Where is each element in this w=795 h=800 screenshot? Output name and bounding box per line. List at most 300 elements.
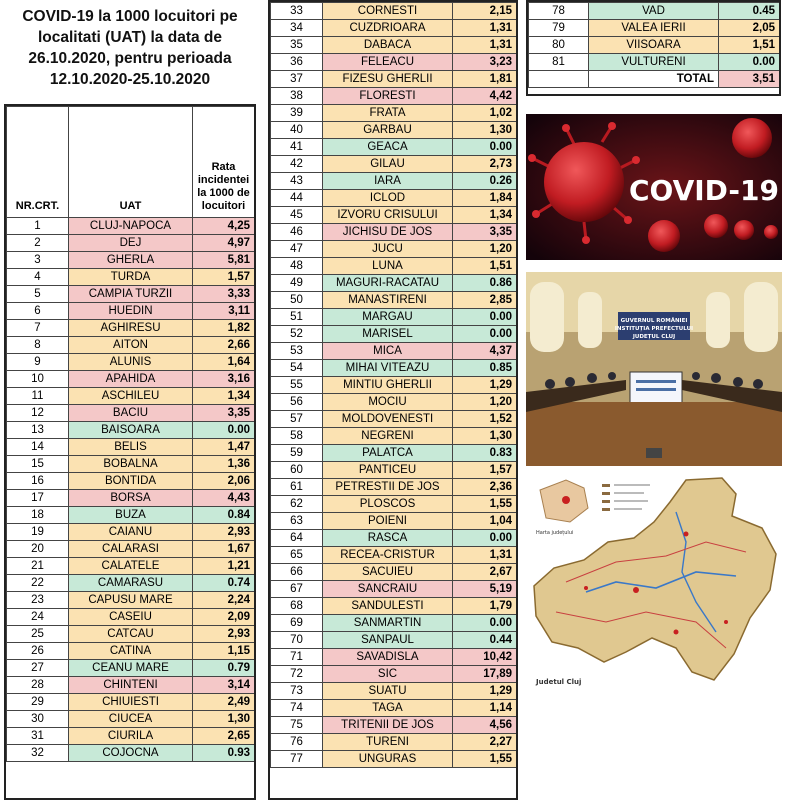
incidence-rate: 2,49: [193, 694, 255, 711]
total-label: TOTAL: [589, 71, 719, 88]
header-nr: NR.CRT.: [7, 107, 69, 218]
prefecture-meeting-room-photo: [526, 272, 782, 466]
incidence-rate: 3,14: [193, 677, 255, 694]
table-body-1: [7, 218, 255, 762]
incidence-rate: 2,93: [193, 626, 255, 643]
incidence-rate: 1,15: [193, 643, 255, 660]
table-row: [271, 547, 517, 564]
uat-name: BONTIDA: [69, 473, 193, 490]
row-number: 64: [271, 530, 323, 547]
table-row: [7, 745, 255, 762]
uat-name: SANDULESTI: [323, 598, 453, 615]
table-row: [271, 513, 517, 530]
row-number: 53: [271, 343, 323, 360]
table-row: [271, 292, 517, 309]
uat-name: TAGA: [323, 700, 453, 717]
table-row: [271, 649, 517, 666]
table-row: [271, 156, 517, 173]
uat-name: ASCHILEU: [69, 388, 193, 405]
row-number: 68: [271, 598, 323, 615]
incidence-table-part-1: [4, 104, 256, 800]
row-number: 49: [271, 275, 323, 292]
incidence-rate: 2,05: [719, 20, 780, 37]
row-number: 39: [271, 105, 323, 122]
uat-name: SIC: [323, 666, 453, 683]
uat-name: CEANU MARE: [69, 660, 193, 677]
table-row: [271, 105, 517, 122]
uat-name: CATINA: [69, 643, 193, 660]
table-row: [271, 496, 517, 513]
uat-name: VIISOARA: [589, 37, 719, 54]
uat-name: CAIANU: [69, 524, 193, 541]
uat-name: BAISOARA: [69, 422, 193, 439]
incidence-rate: 2,24: [193, 592, 255, 609]
table-row: [529, 54, 780, 71]
incidence-rate: 1,20: [453, 394, 517, 411]
uat-name: CAPUSU MARE: [69, 592, 193, 609]
incidence-rate: 2,93: [193, 524, 255, 541]
uat-name: DABACA: [323, 37, 453, 54]
incidence-rate: 1,21: [193, 558, 255, 575]
table-row: [271, 598, 517, 615]
incidence-rate: 5,81: [193, 252, 255, 269]
uat-name: MIHAI VITEAZU: [323, 360, 453, 377]
row-number: 58: [271, 428, 323, 445]
uat-name: FRATA: [323, 105, 453, 122]
table-row: [271, 530, 517, 547]
incidence-rate: 3,35: [193, 405, 255, 422]
incidence-rate: 1,02: [453, 105, 517, 122]
uat-name: PALATCA: [323, 445, 453, 462]
table-row: [7, 337, 255, 354]
uat-name: BUZA: [69, 507, 193, 524]
uat-name: AGHIRESU: [69, 320, 193, 337]
incidence-rate: 1,81: [453, 71, 517, 88]
row-number: 31: [7, 728, 69, 745]
table-row: [271, 377, 517, 394]
incidence-rate: 0.84: [193, 507, 255, 524]
incidence-rate: 0.00: [453, 530, 517, 547]
row-number: 16: [7, 473, 69, 490]
incidence-rate: 1,55: [453, 496, 517, 513]
incidence-rate: 4,37: [453, 343, 517, 360]
uat-name: ICLOD: [323, 190, 453, 207]
uat-name: ALUNIS: [69, 354, 193, 371]
row-number: 42: [271, 156, 323, 173]
uat-name: HUEDIN: [69, 303, 193, 320]
row-number: 45: [271, 207, 323, 224]
uat-name: CHIUIESTI: [69, 694, 193, 711]
incidence-rate: 1,36: [193, 456, 255, 473]
incidence-rate: 1,52: [453, 411, 517, 428]
row-number: 6: [7, 303, 69, 320]
table-row: [271, 360, 517, 377]
row-number: 24: [7, 609, 69, 626]
incidence-rate: 2,73: [453, 156, 517, 173]
row-number: 21: [7, 558, 69, 575]
table-row: [7, 405, 255, 422]
uat-name: MOCIU: [323, 394, 453, 411]
map-legend-title: Harta județului: [536, 530, 574, 536]
row-number: 14: [7, 439, 69, 456]
uat-name: DEJ: [69, 235, 193, 252]
incidence-rate: 0.79: [193, 660, 255, 677]
incidence-rate: 2,85: [453, 292, 517, 309]
uat-name: GILAU: [323, 156, 453, 173]
table-row: [529, 20, 780, 37]
meeting-room-illustration: [526, 272, 782, 466]
uat-name: SANCRAIU: [323, 581, 453, 598]
table-row: [271, 666, 517, 683]
row-number: 13: [7, 422, 69, 439]
row-number: 65: [271, 547, 323, 564]
page-title: COVID-19 la 1000 locuitori pe localitati (UAT) la data de 26.10.2020, pentru perioada 12.10.2020-25.10.2020: [22, 8, 238, 88]
uat-name: CORNESTI: [323, 3, 453, 20]
table-row: [7, 456, 255, 473]
incidence-rate: 0.85: [453, 360, 517, 377]
uat-name: PETRESTII DE JOS: [323, 479, 453, 496]
table-row: [271, 632, 517, 649]
map-caption: Judetul Cluj: [536, 678, 582, 686]
uat-name: VULTURENI: [589, 54, 719, 71]
uat-name: TURDA: [69, 269, 193, 286]
incidence-rate: 1,34: [453, 207, 517, 224]
incidence-rate: 1,31: [453, 37, 517, 54]
table-row: [7, 269, 255, 286]
table-row: [271, 190, 517, 207]
incidence-rate: 1,64: [193, 354, 255, 371]
row-number: 81: [529, 54, 589, 71]
uat-name: BELIS: [69, 439, 193, 456]
row-number: 7: [7, 320, 69, 337]
incidence-rate: 1,29: [453, 377, 517, 394]
uat-name: CIURILA: [69, 728, 193, 745]
incidence-rate: 4,43: [193, 490, 255, 507]
table-row: [271, 581, 517, 598]
table-row: [271, 615, 517, 632]
row-number: 73: [271, 683, 323, 700]
incidence-rate: 17,89: [453, 666, 517, 683]
incidence-rate: 2,09: [193, 609, 255, 626]
table-row: [271, 20, 517, 37]
row-number: 77: [271, 751, 323, 768]
row-number: 3: [7, 252, 69, 269]
incidence-rate: 1,04: [453, 513, 517, 530]
incidence-rate: 1,34: [193, 388, 255, 405]
row-number: 27: [7, 660, 69, 677]
row-number: 51: [271, 309, 323, 326]
row-number: 35: [271, 37, 323, 54]
uat-name: JICHISU DE JOS: [323, 224, 453, 241]
uat-name: CAMARASU: [69, 575, 193, 592]
table-row: [271, 71, 517, 88]
row-number: 52: [271, 326, 323, 343]
row-number: 50: [271, 292, 323, 309]
incidence-rate: 4,25: [193, 218, 255, 235]
row-number: 37: [271, 71, 323, 88]
uat-name: FLORESTI: [323, 88, 453, 105]
table-row: [271, 411, 517, 428]
uat-name: RASCA: [323, 530, 453, 547]
table-row: [7, 677, 255, 694]
incidence-rate: 0.00: [453, 309, 517, 326]
row-number: 59: [271, 445, 323, 462]
table-row: [7, 592, 255, 609]
uat-name: SANPAUL: [323, 632, 453, 649]
incidence-rate: 1,31: [453, 20, 517, 37]
incidence-rate: 0.00: [453, 615, 517, 632]
row-number: 76: [271, 734, 323, 751]
row-number: 40: [271, 122, 323, 139]
uat-name: MARGAU: [323, 309, 453, 326]
row-number: 8: [7, 337, 69, 354]
incidence-rate: 1,67: [193, 541, 255, 558]
row-number: 56: [271, 394, 323, 411]
row-number: 43: [271, 173, 323, 190]
table-row: [271, 700, 517, 717]
uat-name: CAMPIA TURZII: [69, 286, 193, 303]
table-row: [271, 207, 517, 224]
row-number: 19: [7, 524, 69, 541]
table-body-2: [271, 3, 517, 768]
incidence-rate: 3,35: [453, 224, 517, 241]
header-rate: Rata incidentei la 1000 de locuitori: [193, 107, 255, 218]
uat-name: VALEA IERII: [589, 20, 719, 37]
row-number: 74: [271, 700, 323, 717]
incidence-rate: 0.26: [453, 173, 517, 190]
row-number: 38: [271, 88, 323, 105]
table-row: [271, 428, 517, 445]
table-row: [7, 558, 255, 575]
incidence-rate: 2,36: [453, 479, 517, 496]
uat-name: MINTIU GHERLII: [323, 377, 453, 394]
table-row: [7, 439, 255, 456]
row-number: 72: [271, 666, 323, 683]
row-number: 78: [529, 3, 589, 20]
table-header-row: [7, 107, 255, 218]
incidence-rate: 1,57: [453, 462, 517, 479]
uat-name: CASEIU: [69, 609, 193, 626]
row-number: 71: [271, 649, 323, 666]
row-number: 26: [7, 643, 69, 660]
table-row: [271, 173, 517, 190]
uat-name: BOBALNA: [69, 456, 193, 473]
row-number: 2: [7, 235, 69, 252]
uat-name: CHINTENI: [69, 677, 193, 694]
incidence-rate: 3,16: [193, 371, 255, 388]
table-row: [7, 541, 255, 558]
uat-name: CALATELE: [69, 558, 193, 575]
uat-name: CALARASI: [69, 541, 193, 558]
sign-line-3: JUDEȚUL CLUJ: [632, 334, 676, 340]
incidence-rate: 2,06: [193, 473, 255, 490]
table-row: [7, 507, 255, 524]
uat-name: FELEACU: [323, 54, 453, 71]
table-row: [7, 609, 255, 626]
uat-name: MOLDOVENESTI: [323, 411, 453, 428]
row-number: 44: [271, 190, 323, 207]
table-row: [7, 286, 255, 303]
uat-name: GHERLA: [69, 252, 193, 269]
uat-name: MICA: [323, 343, 453, 360]
table-row: [7, 626, 255, 643]
total-row: [529, 71, 780, 88]
covid-19-label: COVID-19: [628, 174, 780, 207]
table-row: [529, 3, 780, 20]
incidence-rate: 2,65: [193, 728, 255, 745]
row-number: 18: [7, 507, 69, 524]
table-row: [271, 564, 517, 581]
incidence-rate: 2,67: [453, 564, 517, 581]
incidence-rate: 0.00: [453, 326, 517, 343]
cluj-county-map: [526, 472, 788, 690]
uat-name: BORSA: [69, 490, 193, 507]
incidence-rate: 1,57: [193, 269, 255, 286]
incidence-rate: 10,42: [453, 649, 517, 666]
row-number: 63: [271, 513, 323, 530]
uat-name: CIUCEA: [69, 711, 193, 728]
table-row: [271, 479, 517, 496]
uat-name: MAGURI-RACATAU: [323, 275, 453, 292]
table-row: [271, 224, 517, 241]
uat-name: GEACA: [323, 139, 453, 156]
uat-name: FIZESU GHERLII: [323, 71, 453, 88]
incidence-rate: 1,30: [453, 428, 517, 445]
table-row: [271, 122, 517, 139]
row-number: 9: [7, 354, 69, 371]
row-number: 22: [7, 575, 69, 592]
covid-virus-image: [526, 114, 782, 260]
county-map-illustration: [526, 472, 788, 690]
incidence-rate: 1,29: [453, 683, 517, 700]
row-number: 32: [7, 745, 69, 762]
incidence-table-part-3: [526, 0, 781, 96]
incidence-rate: 2,66: [193, 337, 255, 354]
incidence-rate: 4,97: [193, 235, 255, 252]
incidence-rate: 0.00: [453, 139, 517, 156]
incidence-rate: 1,51: [453, 258, 517, 275]
table-row: [7, 643, 255, 660]
uat-name: MARISEL: [323, 326, 453, 343]
row-number: 62: [271, 496, 323, 513]
row-number: 23: [7, 592, 69, 609]
table-row: [271, 37, 517, 54]
incidence-rate: 0.74: [193, 575, 255, 592]
table-row: [7, 711, 255, 728]
row-number: 47: [271, 241, 323, 258]
uat-name: CATCAU: [69, 626, 193, 643]
uat-name: TURENI: [323, 734, 453, 751]
incidence-rate: 1,51: [719, 37, 780, 54]
row-number: 10: [7, 371, 69, 388]
row-number: 69: [271, 615, 323, 632]
incidence-rate: 1,31: [453, 547, 517, 564]
uat-name: SACUIEU: [323, 564, 453, 581]
uat-name: VAD: [589, 3, 719, 20]
row-number: 33: [271, 3, 323, 20]
table-row: [271, 54, 517, 71]
uat-name: NEGRENI: [323, 428, 453, 445]
table-row: [7, 235, 255, 252]
row-number: 17: [7, 490, 69, 507]
row-number: 28: [7, 677, 69, 694]
incidence-rate: 1,30: [453, 122, 517, 139]
table-row: [7, 388, 255, 405]
uat-name: JUCU: [323, 241, 453, 258]
row-number: 79: [529, 20, 589, 37]
sign-line-2: INSTITUȚIA PREFECTULUI: [614, 326, 694, 332]
table-row: [7, 354, 255, 371]
table-row: [271, 139, 517, 156]
incidence-rate: 0.83: [453, 445, 517, 462]
covid-virus-illustration: [526, 114, 782, 260]
row-number: 57: [271, 411, 323, 428]
uat-name: IARA: [323, 173, 453, 190]
incidence-rate: 0.86: [453, 275, 517, 292]
row-number: 60: [271, 462, 323, 479]
uat-name: MANASTIRENI: [323, 292, 453, 309]
row-number: 67: [271, 581, 323, 598]
uat-name: GARBAU: [323, 122, 453, 139]
uat-name: SANMARTIN: [323, 615, 453, 632]
uat-name: PLOSCOS: [323, 496, 453, 513]
total-rate: 3,51: [719, 71, 780, 88]
incidence-rate: 3,23: [453, 54, 517, 71]
row-number: 46: [271, 224, 323, 241]
uat-name: COJOCNA: [69, 745, 193, 762]
table-row: [271, 275, 517, 292]
uat-name: UNGURAS: [323, 751, 453, 768]
row-number: 15: [7, 456, 69, 473]
table-row: [271, 717, 517, 734]
incidence-rate: 1,55: [453, 751, 517, 768]
row-number: 70: [271, 632, 323, 649]
row-number: 41: [271, 139, 323, 156]
table-row: [7, 473, 255, 490]
table-row: [7, 371, 255, 388]
uat-name: SAVADISLA: [323, 649, 453, 666]
incidence-rate: 1,30: [193, 711, 255, 728]
incidence-rate: 1,47: [193, 439, 255, 456]
row-number: 80: [529, 37, 589, 54]
row-number: 4: [7, 269, 69, 286]
uat-name: AITON: [69, 337, 193, 354]
uat-name: IZVORU CRISULUI: [323, 207, 453, 224]
table-row: [271, 445, 517, 462]
row-number: 29: [7, 694, 69, 711]
table-row: [7, 575, 255, 592]
table-row: [271, 734, 517, 751]
uat-name: PANTICEU: [323, 462, 453, 479]
incidence-rate: 0.00: [193, 422, 255, 439]
table-row: [271, 258, 517, 275]
incidence-rate: 5,19: [453, 581, 517, 598]
row-number: 1: [7, 218, 69, 235]
table-row: [7, 660, 255, 677]
table-row: [7, 422, 255, 439]
uat-name: CUZDRIOARA: [323, 20, 453, 37]
table-row: [7, 303, 255, 320]
table-body-3: [529, 3, 780, 71]
table-row: [271, 751, 517, 768]
incidence-rate: 1,84: [453, 190, 517, 207]
table-row: [7, 320, 255, 337]
table-row: [7, 490, 255, 507]
table-row: [271, 326, 517, 343]
incidence-rate: 3,11: [193, 303, 255, 320]
row-number: 5: [7, 286, 69, 303]
row-number: 20: [7, 541, 69, 558]
